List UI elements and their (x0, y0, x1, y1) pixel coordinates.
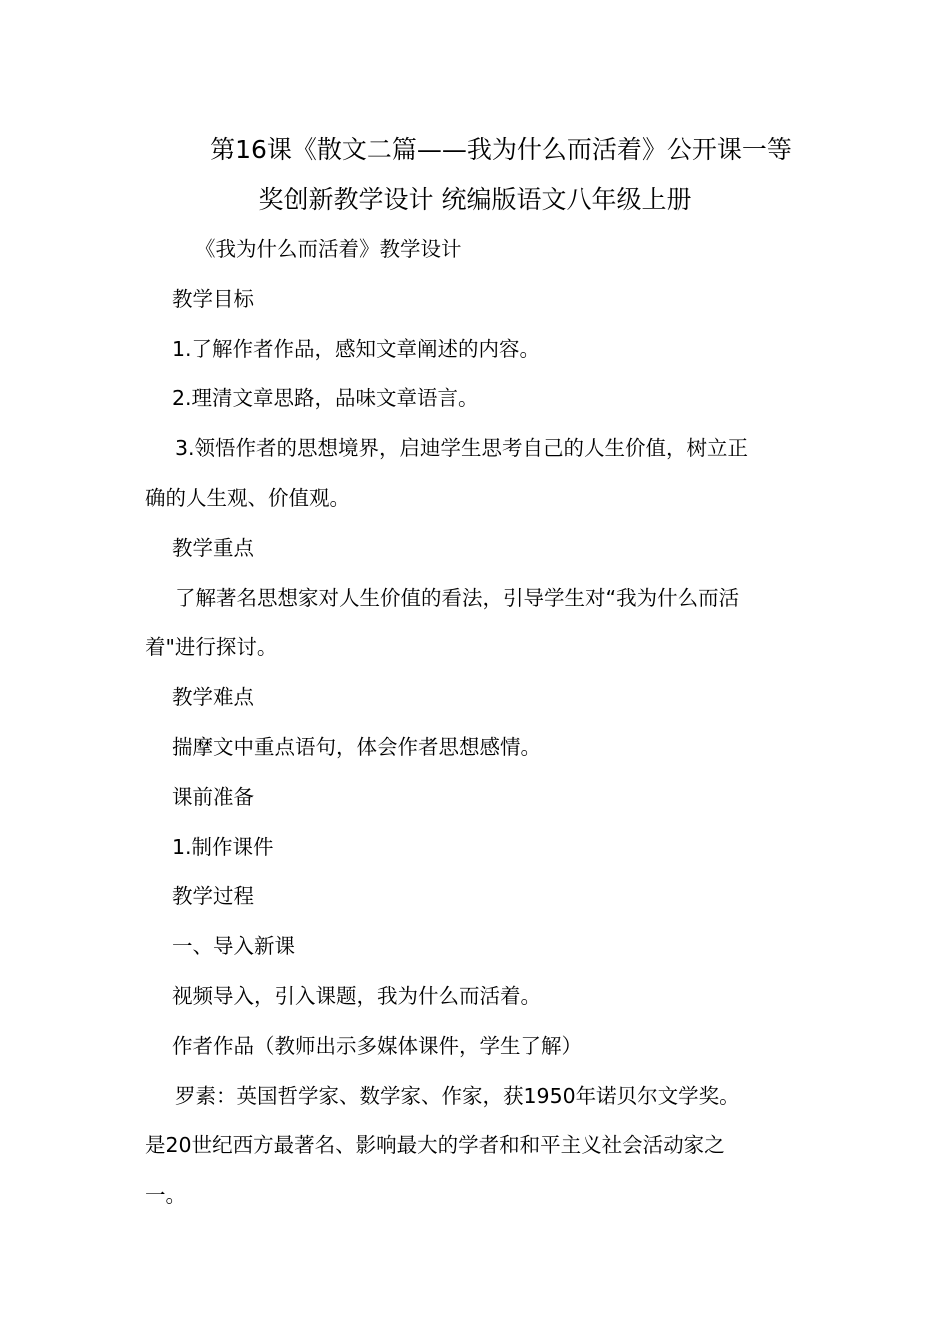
document-title-line-1: 第16课《散文二篇——我为什么而活着》公开课一等 (210, 135, 792, 164)
heading-teaching-goals: 教学目标 (172, 287, 254, 311)
author-bio-line-2: 是20世纪西方最著名、影响最大的学者和和平主义社会活动家之 (145, 1133, 725, 1157)
author-bio-line-3: 一。 (145, 1183, 186, 1207)
difficulty-text: 揣摩文中重点语句，体会作者思想感情。 (172, 735, 541, 759)
author-bio-line-1: 罗素：英国哲学家、数学家、作家，获1950年诺贝尔文学奖。 (175, 1084, 740, 1108)
heading-teaching-process: 教学过程 (172, 884, 254, 908)
preparation-item-1: 1.制作课件 (172, 835, 274, 859)
goal-item-1: 1.了解作者作品，感知文章阐述的内容。 (172, 337, 541, 361)
process-intro-text: 视频导入，引入课题，我为什么而活着。 (172, 984, 541, 1008)
subtitle-teaching-design: 《我为什么而活着》教学设计 (195, 237, 462, 261)
heading-preparation: 课前准备 (172, 785, 254, 809)
heading-teaching-focus: 教学重点 (172, 536, 254, 560)
focus-text-line-2: 着"进行探讨。 (145, 635, 278, 659)
focus-text-line-1: 了解著名思想家对人生价值的看法，引导学生对“我为什么而活 (175, 586, 740, 610)
document-title-line-2: 奖创新教学设计 统编版语文八年级上册 (258, 185, 692, 214)
heading-teaching-difficulty: 教学难点 (172, 685, 254, 709)
goal-item-3-line-1: 3.领悟作者的思想境界，启迪学生思考自己的人生价值，树立正 (175, 436, 749, 460)
process-section-1: 一、导入新课 (172, 934, 295, 958)
goal-item-3-line-2: 确的人生观、价值观。 (145, 486, 350, 510)
author-works-heading: 作者作品（教师出示多媒体课件，学生了解） (172, 1034, 582, 1058)
goal-item-2: 2.理清文章思路，品味文章语言。 (172, 386, 479, 410)
